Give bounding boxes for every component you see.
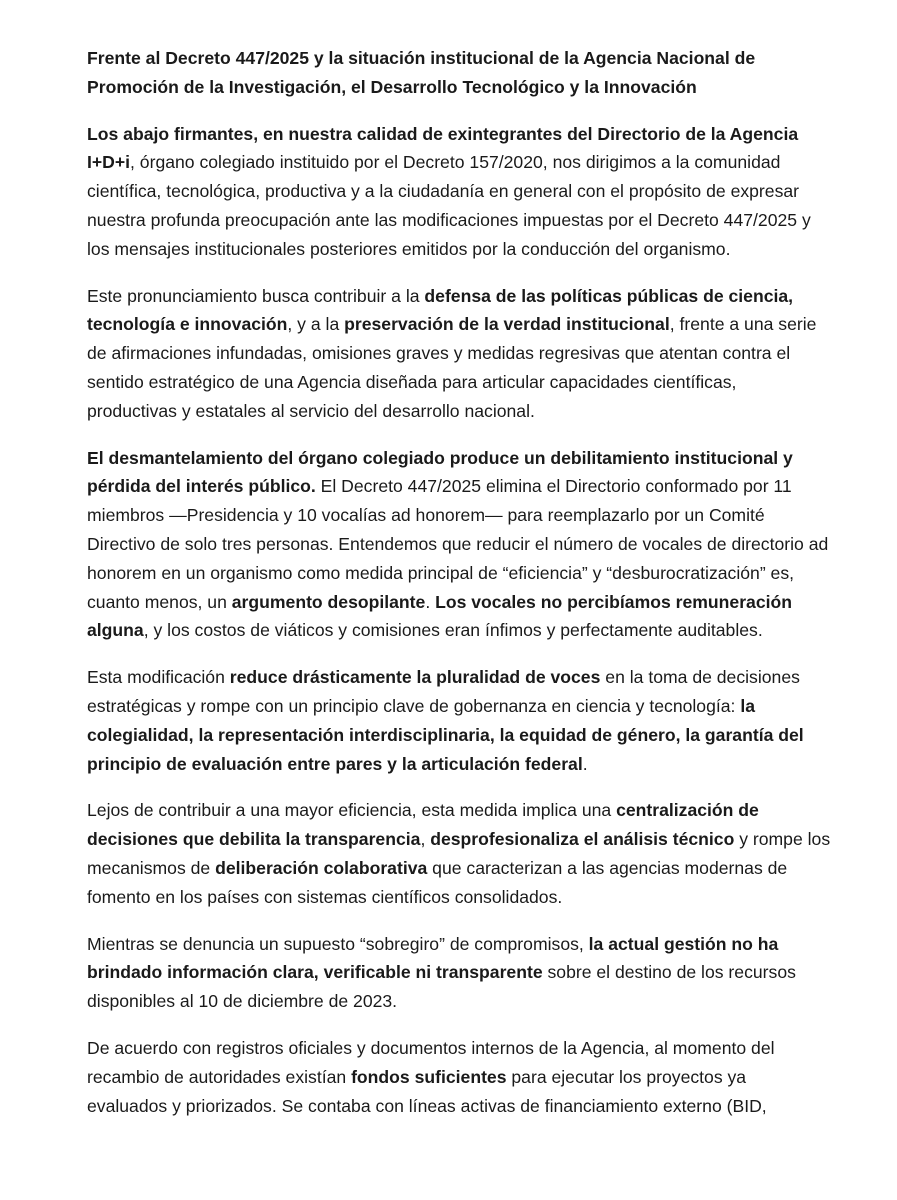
text-segment: que caracterizan a las agencias modernas de fomento en los países con sistemas científicos consolidados.: [87, 857, 788, 907]
text-segment: Esta modificación: [87, 667, 230, 688]
text-segment: Mientras se denuncia un supuesto “sobregiro” de compromisos,: [87, 933, 589, 954]
bold-text: la colegialidad, la representación interdisciplinaria, la equidad de género, la garantía del principio de evaluación entre pares y la articulación federal: [87, 695, 804, 774]
text-segment: , y a la: [287, 314, 345, 335]
text-segment: en la toma de decisiones estratégicas y rompe con un principio clave de gobernanza en ciencia y tecnología:: [87, 667, 800, 716]
text-segment: .: [582, 753, 588, 774]
paragraph: [87, 663, 831, 778]
bold-text: reduce drásticamente la pluralidad de voces: [229, 667, 601, 688]
text-segment: Lejos de contribuir a una mayor eficiencia, esta medida implica una: [87, 800, 617, 821]
bold-text: Los abajo firmantes, en nuestra calidad de exintegrantes del Directorio de la Agencia I+D+i: [87, 123, 799, 173]
bold-text: deliberación colaborativa: [215, 857, 428, 878]
paragraph: [87, 120, 831, 264]
text-segment: y rompe los mecanismos de: [87, 829, 831, 878]
bold-text: desprofesionaliza el análisis técnico: [430, 829, 735, 850]
text-segment: De acuerdo con registros oficiales y documentos internos de la Agencia, al momento del recambio de autoridades existían: [87, 1037, 775, 1087]
bold-text: fondos suficientes: [351, 1066, 507, 1087]
bold-text: defensa de las políticas públicas de ciencia, tecnología e innovación: [87, 285, 794, 335]
bold-text: argumento desopilante: [231, 591, 426, 612]
document-title: Frente al Decreto 447/2025 y la situación institucional de la Agencia Nacional de Promoción de la Investigación, el Desarrollo Tecnológico y la Innovación: [87, 48, 756, 97]
paragraph: [87, 930, 831, 1016]
bold-text: centralización de decisiones que debilita la transparencia: [87, 800, 759, 850]
text-segment: Este pronunciamiento busca contribuir a la: [87, 285, 425, 306]
bold-text: Los vocales no percibíamos remuneración alguna: [87, 591, 792, 641]
text-segment: sobre el destino de los recursos disponibles al 10 de diciembre de 2023.: [87, 962, 796, 1012]
text-segment: , frente a una serie de afirmaciones infundadas, omisiones graves y medidas regresivas que atentan contra el sentido estratégico de una Agencia diseñada para articular capacidades científicas, productivas y estatales al servicio del desarrollo nacional.: [87, 314, 817, 421]
document-body: [87, 120, 831, 1121]
bold-text: El desmantelamiento del órgano colegiado produce un debilitamiento institucional y pérdida del interés público.: [87, 447, 793, 497]
text-segment: El Decreto 447/2025 elimina el Directorio conformado por 11 miembros —Presidencia y 10 vocalías ad honorem— para reemplazarlo por un Comité Directivo de solo tres personas. Entendemos que reducir el número de vocales de directorio ad honorem en un organismo como medida principal de “eficiencia” y “desburocratización” es, cuanto menos, un: [87, 476, 829, 612]
text-segment: .: [425, 591, 436, 612]
bold-text: preservación de la verdad institucional: [344, 314, 670, 335]
paragraph: [87, 1034, 831, 1120]
text-segment: para ejecutar los proyectos ya evaluados y priorizados. Se contaba con líneas activas de financiamiento externo (BID,: [87, 1066, 767, 1116]
paragraph: [87, 444, 831, 646]
bold-text: la actual gestión no ha brindado información clara, verificable ni transparente: [87, 933, 779, 983]
text-segment: , y los costos de viáticos y comisiones eran ínfimos y perfectamente auditables.: [143, 620, 763, 641]
paragraph: [87, 282, 831, 426]
text-segment: , órgano colegiado instituido por el Decreto 157/2020, nos dirigimos a la comunidad científica, tecnológica, productiva y a la ciudadanía en general con el propósito de expresar nuestra profunda preocupación ante las modificaciones impuestas por el Decreto 447/2025 y los mensajes institucionales posteriores emitidos por la conducción del organismo.: [87, 152, 811, 259]
paragraph: [87, 796, 831, 911]
text-segment: ,: [420, 829, 431, 850]
